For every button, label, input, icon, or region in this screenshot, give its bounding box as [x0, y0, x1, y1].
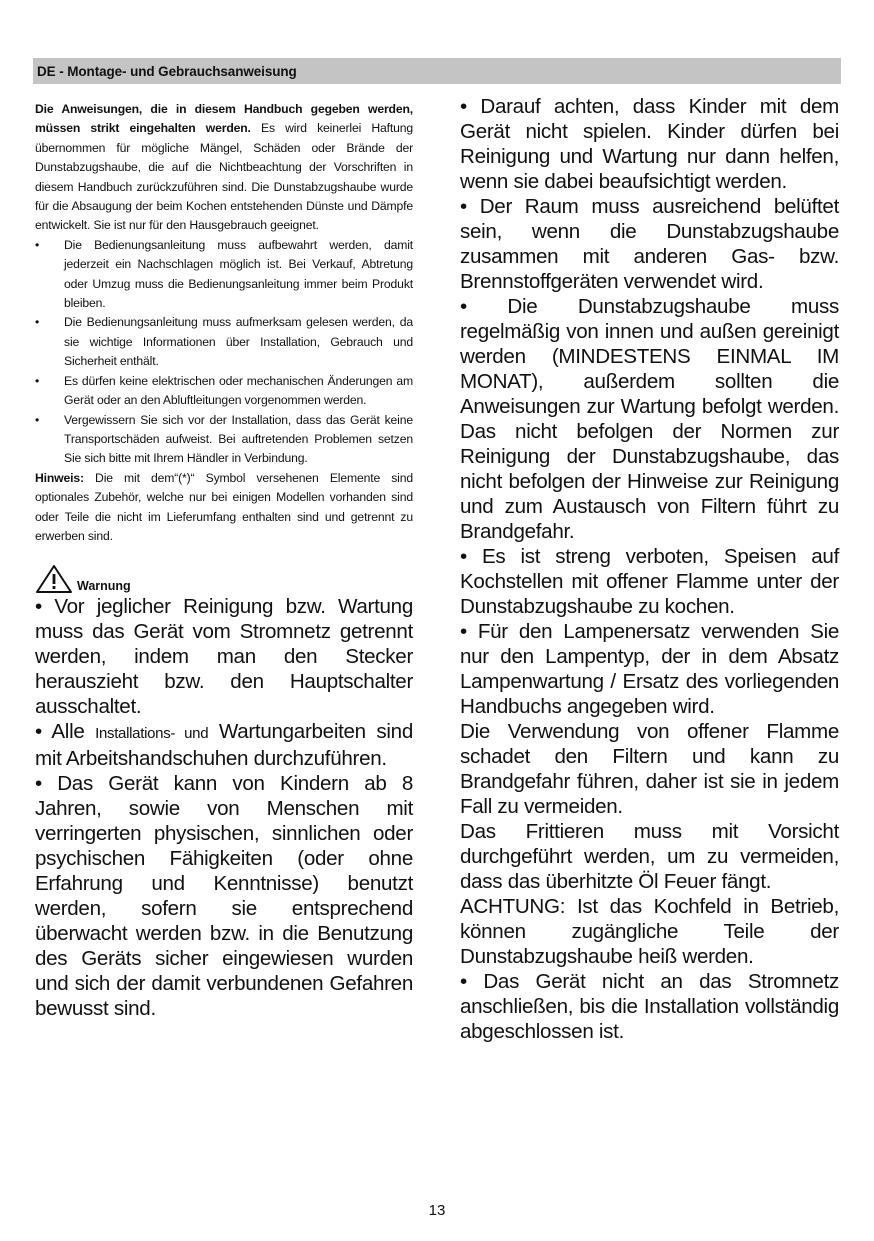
right-paragraph: Die Verwendung von offener Flamme schadet den Filtern und kann zu Brandgefahr führen, daher ist sie in jedem Fall zu vermeiden.: [460, 720, 839, 818]
bullet-symbol: •: [35, 315, 40, 330]
warning-paragraph-1: • Vor jeglicher Reinigung bzw. Wartung muss das Gerät vom Stromnetz getrennt werden, indem man den Stecker herauszieht bzw. den Hauptschalter ausschaltet.: [35, 595, 413, 719]
warning-label: Warnung: [77, 579, 131, 594]
right-column: [460, 94, 839, 1044]
section-title: DE - Montage- und Gebrauchsanweisung: [37, 64, 297, 79]
list-item-text: Die Bedienungsanleitung muss aufbewahrt werden, damit jederzeit ein Nachschlagen möglich ist. Bei Verkauf, Abtretung oder Umzug muss die Bedienungsanleitung immer beim Produkt bleiben.: [64, 237, 413, 311]
list-item-text: Es dürfen keine elektrischen oder mechanischen Änderungen am Gerät oder an den Abluftleitungen vorgenommen werden.: [64, 373, 413, 408]
left-column: [35, 100, 413, 1021]
note-label: Hinweis:: [35, 470, 84, 485]
right-paragraph: • Darauf achten, dass Kinder mit dem Gerät nicht spielen. Kinder dürfen bei Reinigung und Wartung nur dann helfen, wenn sie dabei beaufsichtigt werden.: [460, 95, 839, 193]
note-paragraph: [35, 469, 413, 547]
bullet-symbol: •: [35, 373, 40, 388]
right-paragraph: • Der Raum muss ausreichend belüftet sein, wenn die Dunstabzugshaube zusammen mit anderen Gas- bzw. Brennstoffgeräten verwendet wird.: [460, 195, 839, 293]
section-header: [33, 58, 841, 84]
warning-text: Wartungarbeiten sind mit Arbeitshandschuhen durchzuführen.: [35, 720, 413, 771]
warning-paragraph-3: • Das Gerät kann von Kindern ab 8 Jahren, sowie von Menschen mit verringerten physischen, sinnlichen oder psychischen Fähigkeiten (oder ohne Erfahrung und Kenntnisse) benutzt werden, sofern sie entsprechend überwacht werden bzw. in die Benutzung des Geräts sicher eingewiesen wurden und sich der damit verbundenen Gefahren bewusst sind.: [35, 772, 413, 1021]
note-text: Die mit dem“(*)“ Symbol versehenen Elemente sind optionales Zubehör, welche nur bei einigen Modellen vorhanden sind oder Teile die nicht im Lieferumfang enthalten sind und getrennt zu erwerben sind.: [35, 470, 413, 543]
warning-heading: [35, 564, 413, 594]
right-paragraph: Das Frittieren muss mit Vorsicht durchgeführt werden, um zu vermeiden, dass das überhitzte Öl Feuer fängt.: [460, 820, 839, 893]
list-item-text: Vergewissern Sie sich vor der Installation, dass das Gerät keine Transportschäden aufweist. Bei auftretenden Problemen setzen Sie sich bitte mit Ihrem Händler in Verbindung.: [64, 412, 413, 466]
intro-text: Es wird keinerlei Haftung übernommen für mögliche Mängel, Schäden oder Brände der Dunstabzugshaube, die auf die Nichtbeachtung der Vorschriften in diesem Handbuch zurückzuführen sind. Die Dunstabzugshaube wurde für die Absaugung der beim Kochen entstehenden Dünste und Dämpfe entwickelt. Sie ist nur für den Hausgebrauch geeignet.: [35, 121, 413, 233]
right-paragraph: • Es ist streng verboten, Speisen auf Kochstellen mit offener Flamme unter der Dunstabzugshaube zu kochen.: [460, 545, 839, 618]
right-paragraph: ACHTUNG: Ist das Kochfeld in Betrieb, können zugängliche Teile der Dunstabzugshaube heiß werden.: [460, 895, 839, 968]
page-number: 13: [428, 1202, 446, 1219]
list-item: [35, 411, 413, 469]
right-paragraph: • Das Gerät nicht an das Stromnetz anschließen, bis die Installation vollständig abgeschlossen ist.: [460, 970, 839, 1043]
right-paragraph: • Für den Lampenersatz verwenden Sie nur den Lampentyp, der in dem Absatz Lampenwartung / Ersatz des vorliegenden Handbuchs angegeben wird.: [460, 620, 839, 718]
list-item-text: Die Bedienungsanleitung muss aufmerksam gelesen werden, da sie wichtige Informationen über Installation, Gebrauch und Sicherheit enthält.: [64, 315, 413, 369]
list-item: [35, 236, 413, 314]
bullet-symbol: •: [35, 237, 40, 252]
warning-triangle-icon: [35, 564, 73, 594]
bullet-symbol: •: [35, 412, 40, 427]
warning-text-small: Installations- und: [95, 725, 209, 743]
intro-paragraph: [35, 100, 413, 236]
list-item: [35, 313, 413, 371]
warning-text: • Alle: [35, 720, 96, 744]
warning-paragraph-2: [35, 719, 413, 771]
right-paragraph: • Die Dunstabzugshaube muss regelmäßig von innen und außen gereinigt werden (MINDESTENS EINMAL IM MONAT), außerdem sollten die Anweisungen zur Wartung befolgt werden. Das nicht befolgen der Normen zur Reinigung der Dunstabzugshaube, das nicht befolgen der Hinweise zur Reinigung und zum Austausch von Filtern führt zu Brandgefahr.: [460, 295, 839, 543]
intro-bold-text: Die Anweisungen, die in diesem Handbuch gegeben werden, müssen strikt eingehalten werden.: [35, 102, 413, 136]
list-item: [35, 372, 413, 411]
instruction-list: [35, 236, 413, 469]
